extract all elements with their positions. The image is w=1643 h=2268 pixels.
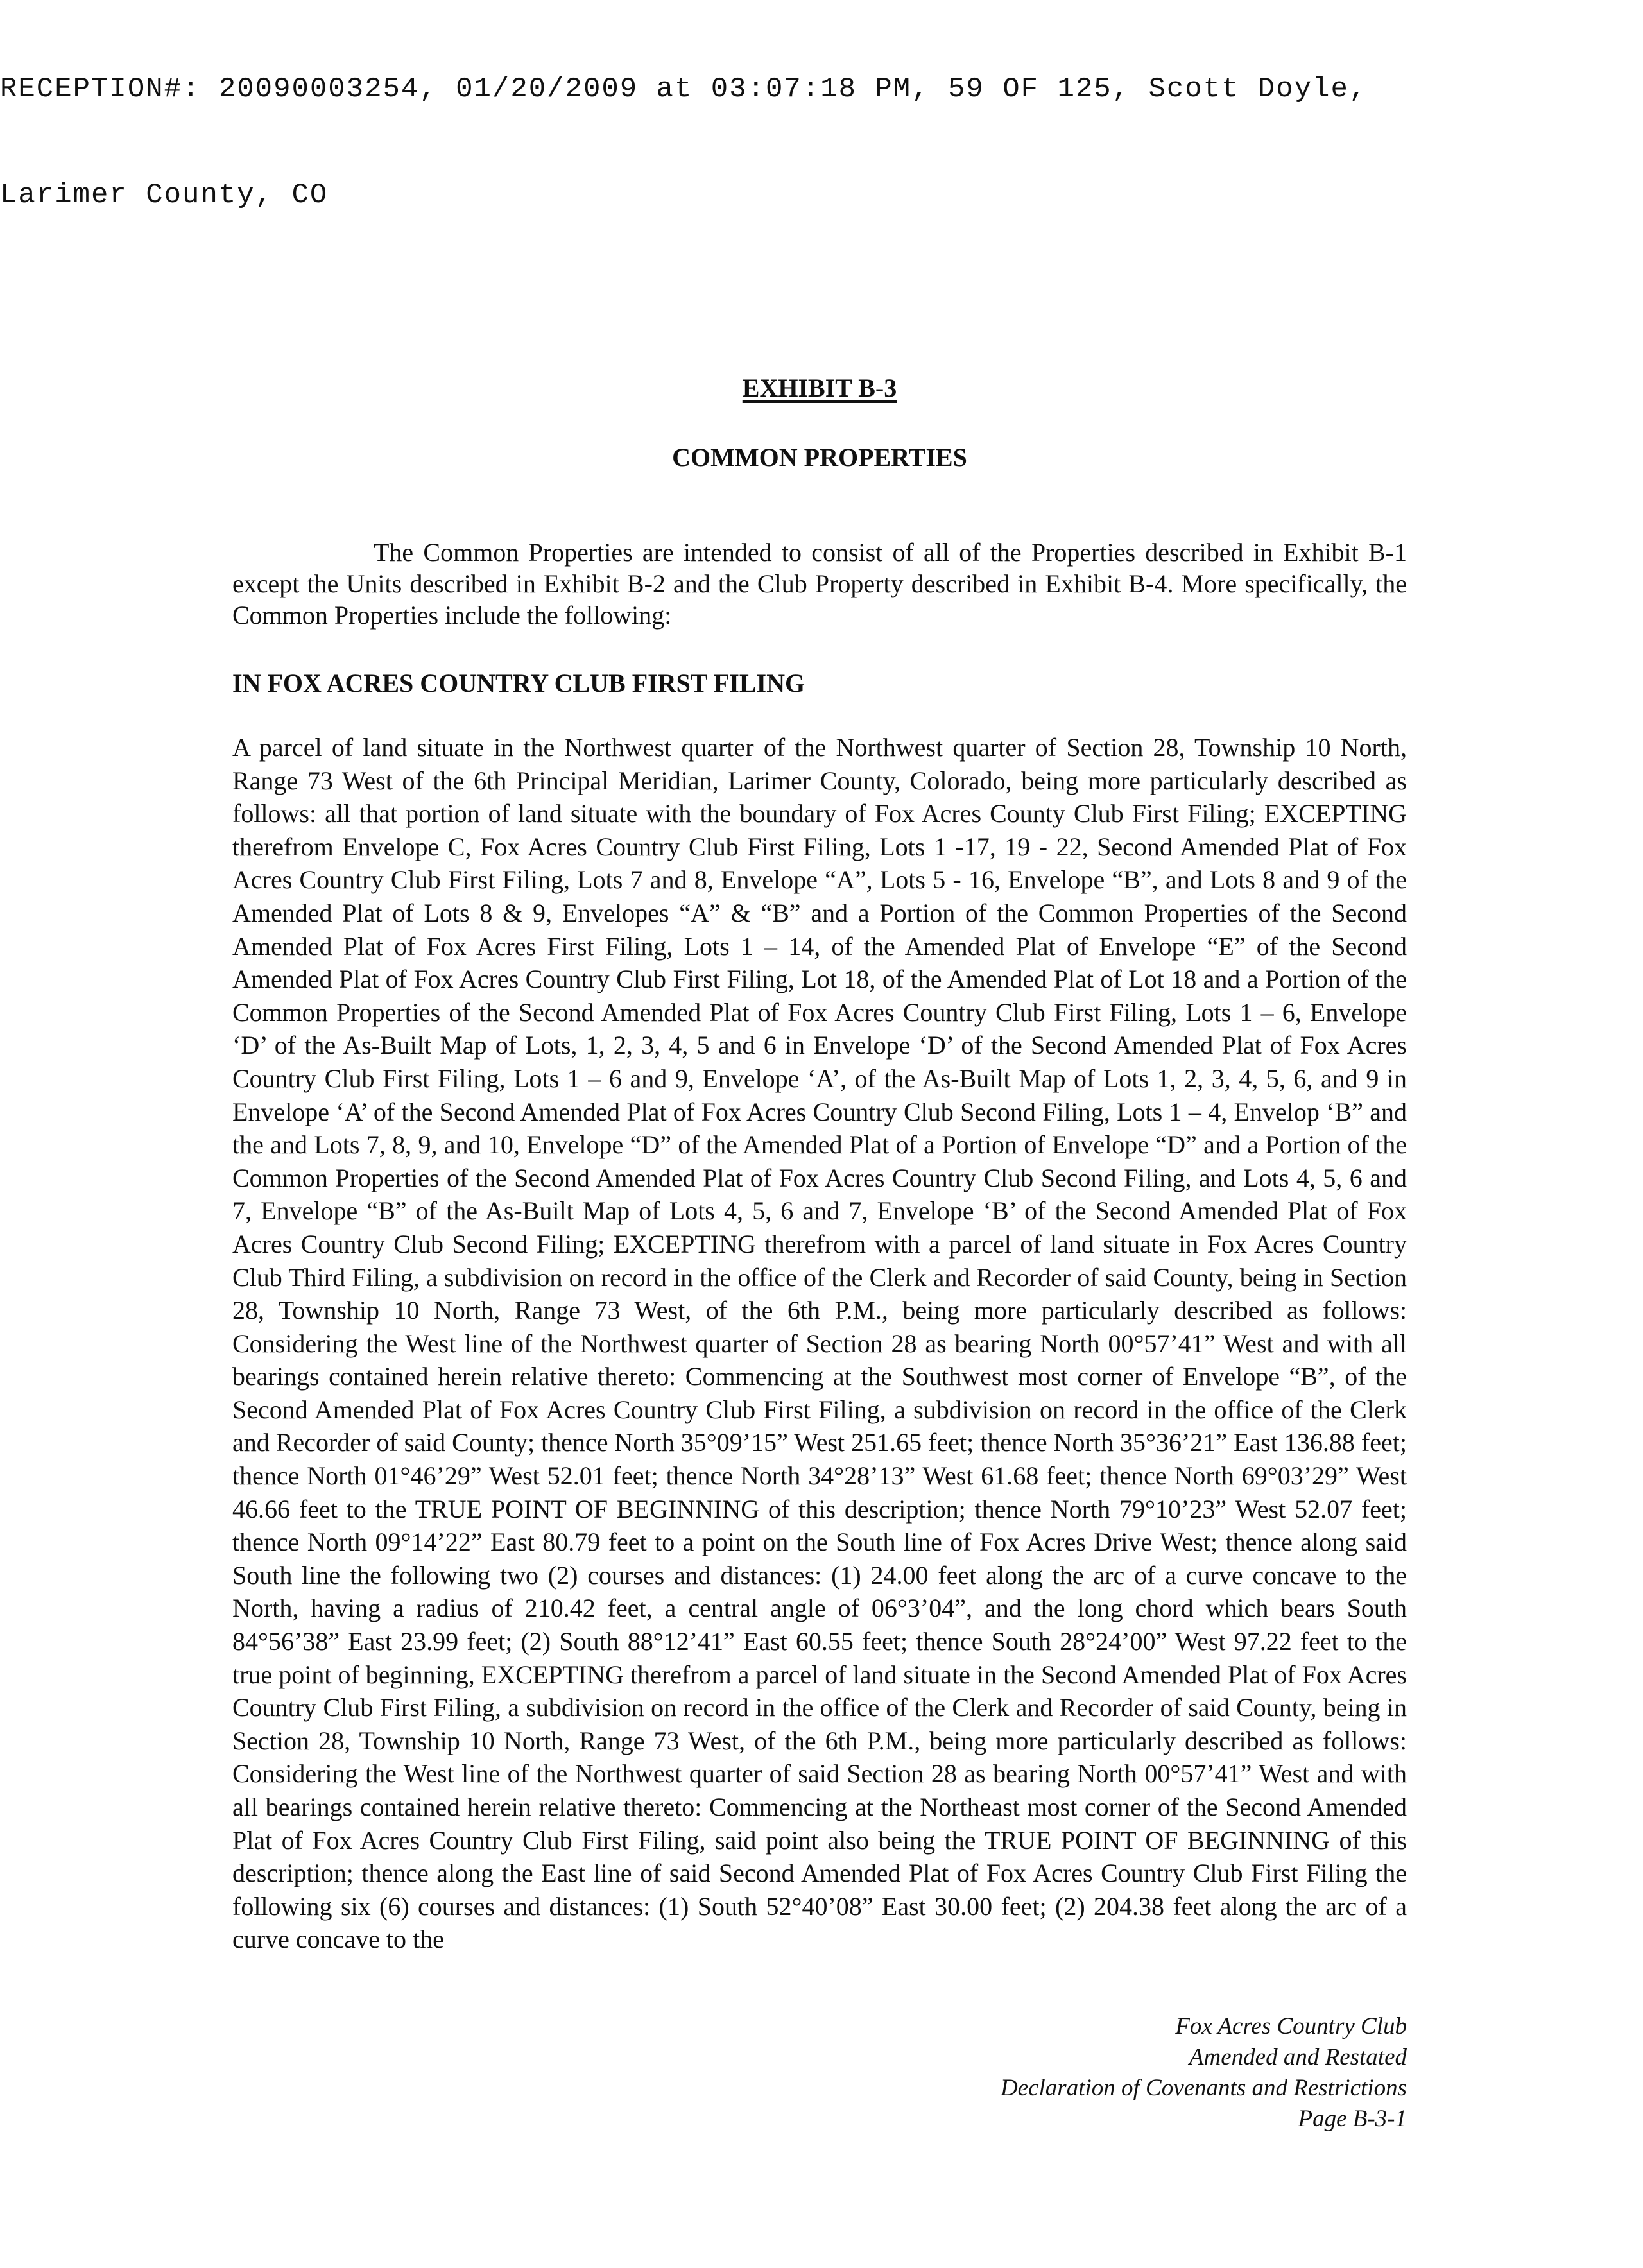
intro-paragraph: The Common Properties are intended to consist of all of the Properties described in Exhibit B-1 except the Units described in Exhibit B-2 and the Club Property described in Exhibit B-4. More specifically, the Common Properties include the following: bbox=[232, 538, 1407, 630]
footer-page-number: Page B-3-1 bbox=[1298, 2106, 1407, 2132]
filing-heading: IN FOX ACRES COUNTRY CLUB FIRST FILING bbox=[232, 669, 805, 698]
footer-line-2: Amended and Restated bbox=[1189, 2044, 1407, 2070]
section-title: COMMON PROPERTIES bbox=[672, 443, 967, 472]
recording-stamp-line-1: RECEPTION#: 20090003254, 01/20/2009 at 03:07:18 PM, 59 OF 125, Scott Doyle, bbox=[0, 73, 1368, 105]
recording-stamp-line-2: Larimer County, CO bbox=[0, 179, 329, 211]
exhibit-title: EXHIBIT B-3 bbox=[742, 374, 897, 402]
page-footer bbox=[1001, 2011, 1407, 2135]
footer-line-3: Declaration of Covenants and Restrictions bbox=[1000, 2075, 1407, 2101]
footer-line-1: Fox Acres Country Club bbox=[1175, 2013, 1407, 2040]
recording-stamp bbox=[0, 1, 1367, 248]
legal-description-paragraph: A parcel of land situate in the Northwest quarter of the Northwest quarter of Section 28, Township 10 North, Range 73 West of the 6th Principal Meridian, Larimer County, Colorado, being more particularly described as follows: all that portion of land situate with the boundary of Fox Acres County Club First Filing; EXCEPTING therefrom Envelope C, Fox Acres Country Club First Filing, Lots 1 -17, 19 - 22, Second Amended Plat of Fox Acres Country Club First Filing, Lots 7 and 8, Envelope “A”, Lots 5 - 16, Envelope “B”, and Lots 8 and 9 of the Amended Plat of Lots 8 & 9, Envelopes “A” & “B” and a Portion of the Common Properties of the Second Amended Plat of Fox Acres First Filing, Lots 1 – 14, of the Amended Plat of Envelope “E” of the Second Amended Plat of Fox Acres Country Club First Filing, Lot 18, of the Amended Plat of Lot 18 and a Portion of the Common Properties of the Second Amended Plat of Fox Acres Country Club First Filing, Lots 1 – 6, Envelope ‘D’ of the As-Built Map of Lots, 1, 2, 3, 4, 5 and 6 in Envelope ‘D’ of the Second Amended Plat of Fox Acres Country Club First Filing, Lots 1 – 6 and 9, Envelope ‘A’, of the As-Built Map of Lots 1, 2, 3, 4, 5, 6, and 9 in Envelope ‘A’ of the Second Amended Plat of Fox Acres Country Club Second Filing, Lots 1 – 4, Envelop ‘B” and the and Lots 7, 8, 9, and 10, Envelope “D” of the Amended Plat of a Portion of Envelope “D” and a Portion of the Common Properties of the Second Amended Plat of Fox Acres Country Club Second Filing, and Lots 4, 5, 6 and 7, Envelope “B” of the As-Built Map of Lots 4, 5, 6 and 7, Envelope ‘B’ of the Second Amended Plat of Fox Acres Country Club Second Filing; EXCEPTING therefrom with a parcel of land situate in Fox Acres Country Club Third Filing, a subdivision on record in the office of the Clerk and Recorder of said County, being in Section 28, Township 10 North, Range 73 West, of the 6th P.M., being more particularly described as follows: Considering the West line of the Northwest quarter of Section 28 as bearing North 00°57’41” West and with all bearings contained herein relative thereto: Commencing at the Southwest most corner of Envelope “B”, of the Second Amended Plat of Fox Acres Country Club First Filing, a subdivision on record in the office of the Clerk and Recorder of said County; thence North 35°09’15” West 251.65 feet; thence North 35°36’21” East 136.88 feet; thence North 01°46’29” West 52.01 feet; thence North 34°28’13” West 61.68 feet; thence North 69°03’29” West 46.66 feet to the TRUE POINT OF BEGINNING of this description; thence North 79°10’23” West 52.07 feet; thence North 09°14’22” East 80.79 feet to a point on the South line of Fox Acres Drive West; thence along said South line the following two (2) courses and distances: (1) 24.00 feet along the arc of a curve concave to the North, having a radius of 210.42 feet, a central angle of 06°3’04”, and the long chord which bears South 84°56’38” East 23.99 feet; (2) South 88°12’41” East 60.55 feet; thence South 28°24’00” West 97.22 feet to the true point of beginning, EXCEPTING therefrom a parcel of land situate in the Second Amended Plat of Fox Acres Country Club First Filing, a subdivision on record in the office of the Clerk and Recorder of said County, being in Section 28, Township 10 North, Range 73 West, of the 6th P.M., being more particularly described as follows: Considering the West line of the Northwest quarter of said Section 28 as bearing North 00°57’41” West and with all bearings contained herein relative thereto: Commencing at the Northeast most corner of the Second Amended Plat of Fox Acres Country Club First Filing, said point also being the TRUE POINT OF BEGINNING of this description; thence along the East line of said Second Amended Plat of Fox Acres Country Club First Filing the following six (6) courses and distances: (1) South 52°40’08” East 30.00 feet; (2) 204.38 feet along the arc of a curve concave to the bbox=[232, 733, 1407, 1954]
